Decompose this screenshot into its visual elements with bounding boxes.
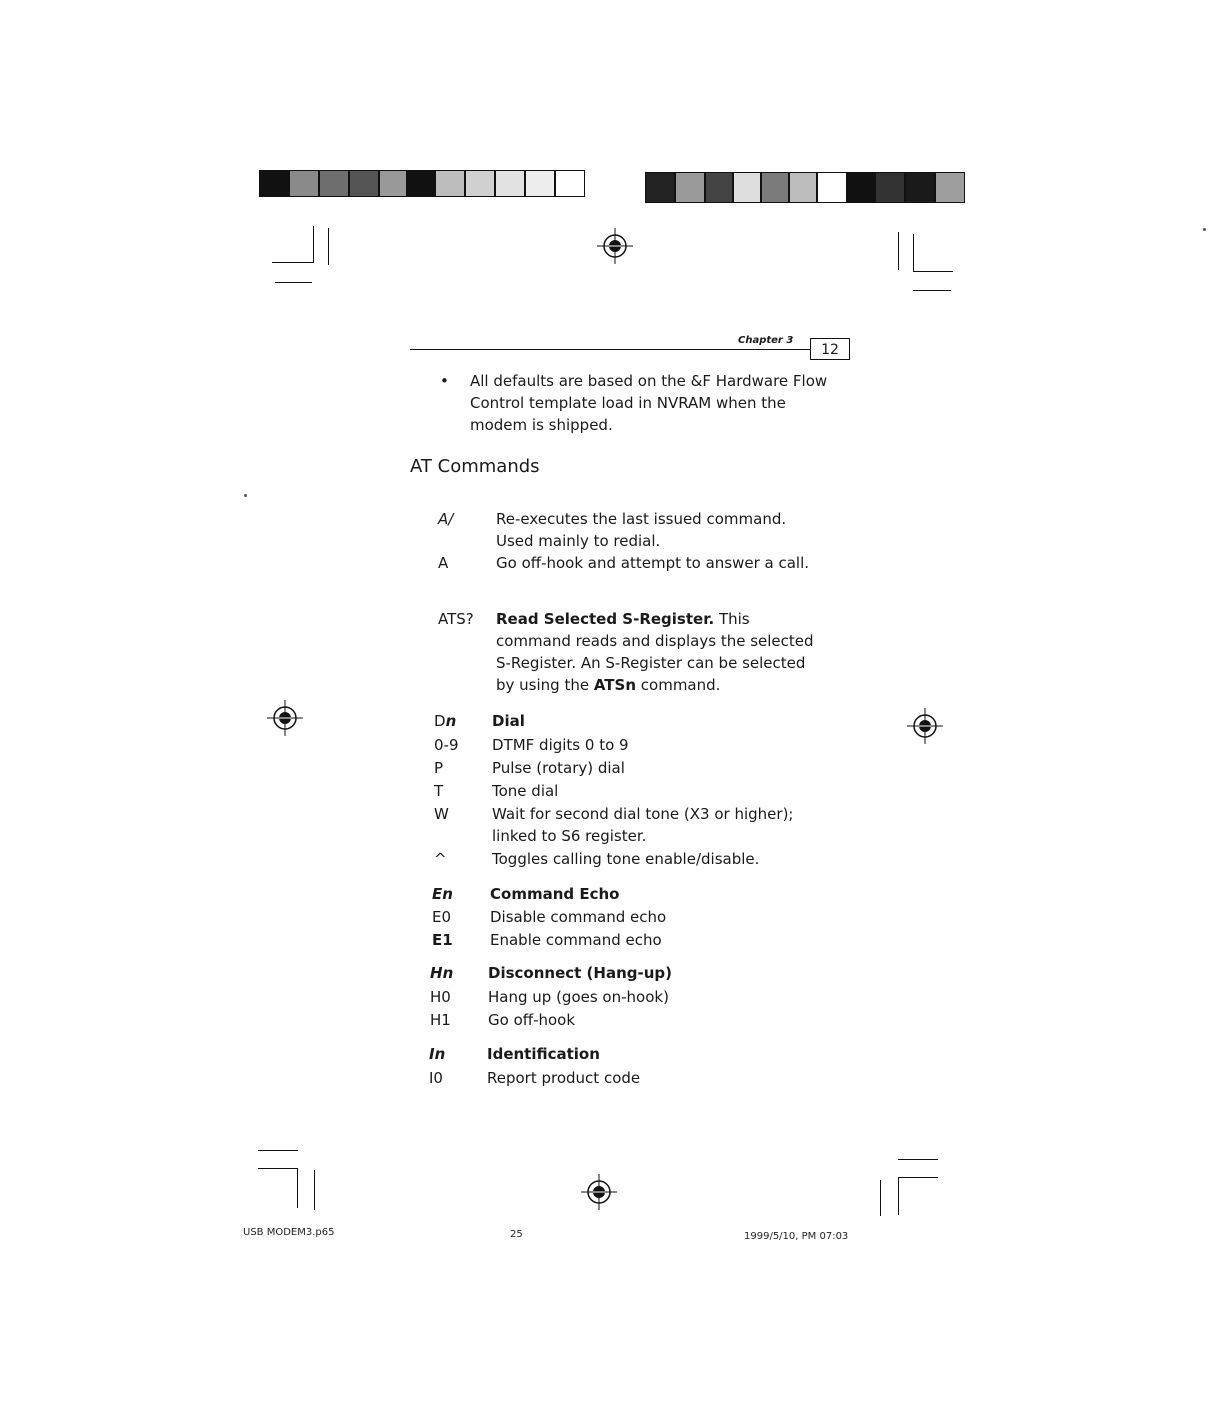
command-description: Pulse (rotary) dial <box>492 759 625 777</box>
bullet-marker: • <box>440 372 449 390</box>
command-title: Disconnect (Hang-up) <box>488 964 672 982</box>
command-code-param: n <box>442 964 454 982</box>
command-code <box>429 1043 485 1065</box>
command-description: Tone dial <box>492 782 559 800</box>
command-code-prefix: D <box>434 712 446 730</box>
command-description: Hang up (goes on-hook) <box>488 988 669 1006</box>
scan-speck <box>1203 228 1206 231</box>
command-code-prefix: E <box>432 885 443 903</box>
command-code: 0-9 <box>434 736 459 754</box>
page-number-box: 12 <box>810 338 850 360</box>
command-title: Identification <box>487 1045 600 1063</box>
command-code: A/ <box>438 510 454 528</box>
command-description: Toggles calling tone enable/disable. <box>492 850 760 868</box>
registration-mark-icon <box>267 700 303 736</box>
command-description: Go off-hook and attempt to answer a call. <box>496 554 810 572</box>
command-description: DTMF digits 0 to 9 <box>492 736 629 754</box>
command-description <box>496 608 826 696</box>
command-description: Enable command echo <box>490 931 662 949</box>
command-code-prefix: H <box>430 964 443 982</box>
command-code <box>430 962 486 984</box>
command-description: Re-executes the last issued command. Used mainly to redial. <box>496 510 787 550</box>
header-rule <box>410 349 810 350</box>
command-code: H0 <box>430 988 451 1006</box>
command-description: Disable command echo <box>490 908 667 926</box>
command-code: E1 <box>432 931 453 949</box>
registration-mark-icon <box>581 1174 617 1210</box>
command-title: Dial <box>492 712 525 730</box>
command-code: W <box>434 805 449 823</box>
defaults-note-text: All defaults are based on the &F Hardware Flow Control template load in NVRAM when the modem is shipped. <box>470 372 828 434</box>
command-description: Go off-hook <box>488 1011 576 1029</box>
command-code: E0 <box>432 908 452 926</box>
registration-mark-icon <box>597 228 633 264</box>
command-code-prefix: I <box>429 1045 435 1063</box>
command-code: A <box>438 554 449 572</box>
command-description: Wait for second dial tone (X3 or higher); linked to S6 register. <box>492 805 794 845</box>
registration-mark-icon <box>907 708 943 744</box>
command-inline-code: ATSn <box>593 676 637 694</box>
command-description-text: This command reads and displays the selected S-Register. An S-Register can be selected by using the <box>496 610 814 694</box>
command-code: T <box>434 782 444 800</box>
footer-timestamp: 1999/5/10, PM 07:03 <box>744 1231 849 1242</box>
command-description-text-end: command. <box>636 676 721 694</box>
command-code: H1 <box>430 1011 451 1029</box>
footer-filename: USB MODEM3.p65 <box>243 1227 335 1238</box>
command-code <box>434 710 490 732</box>
scan-speck <box>244 494 247 497</box>
command-title: Command Echo <box>490 885 620 903</box>
command-description: Report product code <box>487 1069 641 1087</box>
command-code: ^ <box>434 850 447 868</box>
command-code-param: n <box>445 712 457 730</box>
command-code-param: n <box>442 885 453 903</box>
chapter-label: Chapter 3 <box>738 335 794 346</box>
command-code: I0 <box>429 1069 443 1087</box>
command-code: P <box>434 759 444 777</box>
command-code-param: n <box>434 1045 446 1063</box>
command-code: ATS? <box>438 610 474 628</box>
command-title: Read Selected S-Register. <box>496 610 715 628</box>
command-code <box>432 883 488 905</box>
section-title: AT Commands <box>410 456 540 477</box>
footer-page-number: 25 <box>510 1229 523 1240</box>
